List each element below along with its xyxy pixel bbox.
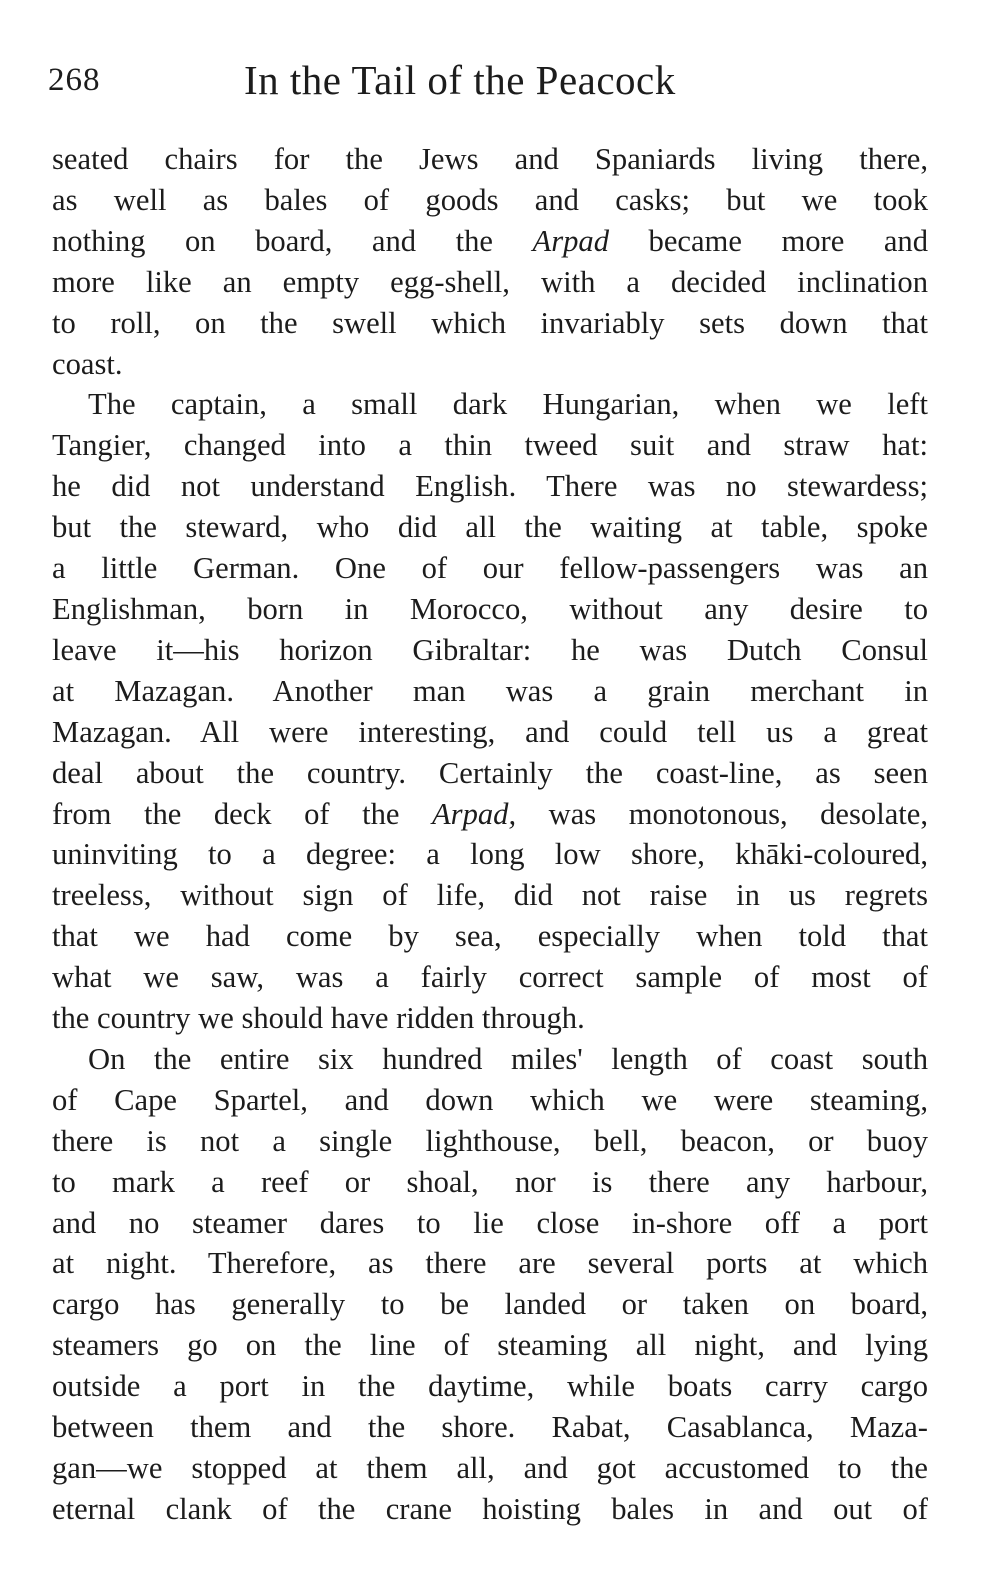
running-head (48, 52, 928, 116)
text-line: there is not a single lighthouse, bell, beacon, or buoy (52, 1123, 928, 1158)
text-line: Tangier, changed into a thin tweed suit and straw hat: (52, 428, 928, 463)
text-line: that we had come by sea, especially when told that (52, 919, 928, 954)
text-line: steamers go on the line of steaming all night, and lying (52, 1328, 928, 1363)
text-line: and no steamer dares to lie close in-shore off a port (52, 1205, 928, 1240)
book-title: In the Tail of the Peacock (244, 57, 676, 103)
text-line: nothing on board, and the Arpad became more and (52, 223, 928, 258)
text-line: to roll, on the swell which invariably sets down that (52, 305, 928, 340)
text-line: treeless, without sign of life, did not raise in us regrets (52, 878, 928, 913)
text-line: as well as bales of goods and casks; but we took (52, 182, 928, 217)
text-line: of Cape Spartel, and down which we were steaming, (52, 1082, 928, 1117)
text-line: he did not understand English. There was no stewardess; (52, 469, 928, 504)
text-line: what we saw, was a fairly correct sample of most of (52, 960, 928, 995)
text-line: deal about the country. Certainly the coast-line, as seen (52, 755, 928, 790)
text-line: but the steward, who did all the waiting at table, spoke (52, 510, 928, 545)
text-line: from the deck of the Arpad, was monotonous, desolate, (52, 796, 929, 831)
ship-name: Arpad, (431, 796, 517, 831)
text-line: uninviting to a degree: a long low shore, khāki-coloured, (52, 837, 928, 872)
text-line: eternal clank of the crane hoisting bales in and out of (52, 1491, 928, 1526)
text-line: a little German. One of our fellow-passengers was an (52, 551, 928, 586)
text-line: coast. (52, 346, 123, 381)
text-line: The captain, a small dark Hungarian, when we left (88, 387, 928, 422)
text-line: more like an empty egg-shell, with a decided inclination (52, 264, 928, 299)
text-line: the country we should have ridden through. (52, 1001, 585, 1036)
text-line: gan—we stopped at them all, and got accustomed to the (52, 1451, 928, 1485)
ship-name: Arpad (532, 223, 609, 258)
text-line: On the entire six hundred miles' length of coast south (88, 1041, 928, 1076)
text-line: at Mazagan. Another man was a grain merchant in (52, 673, 928, 708)
body-text (52, 139, 928, 1530)
text-line: Englishman, born in Morocco, without any desire to (52, 591, 928, 626)
page-number: 268 (48, 62, 101, 98)
text-line: cargo has generally to be landed or taken on board, (52, 1287, 928, 1322)
text-line: outside a port in the daytime, while boats carry cargo (52, 1369, 928, 1404)
text-line: seated chairs for the Jews and Spaniards living there, (52, 142, 928, 176)
text-line: at night. Therefore, as there are several ports at which (52, 1246, 928, 1281)
text-line: Mazagan. All were interesting, and could tell us a great (52, 714, 928, 749)
text-line: to mark a reef or shoal, nor is there any harbour, (52, 1164, 928, 1199)
text-line: between them and the shore. Rabat, Casablanca, Maza- (52, 1410, 928, 1445)
text-line: leave it—his horizon Gibraltar: he was Dutch Consul (52, 632, 928, 667)
